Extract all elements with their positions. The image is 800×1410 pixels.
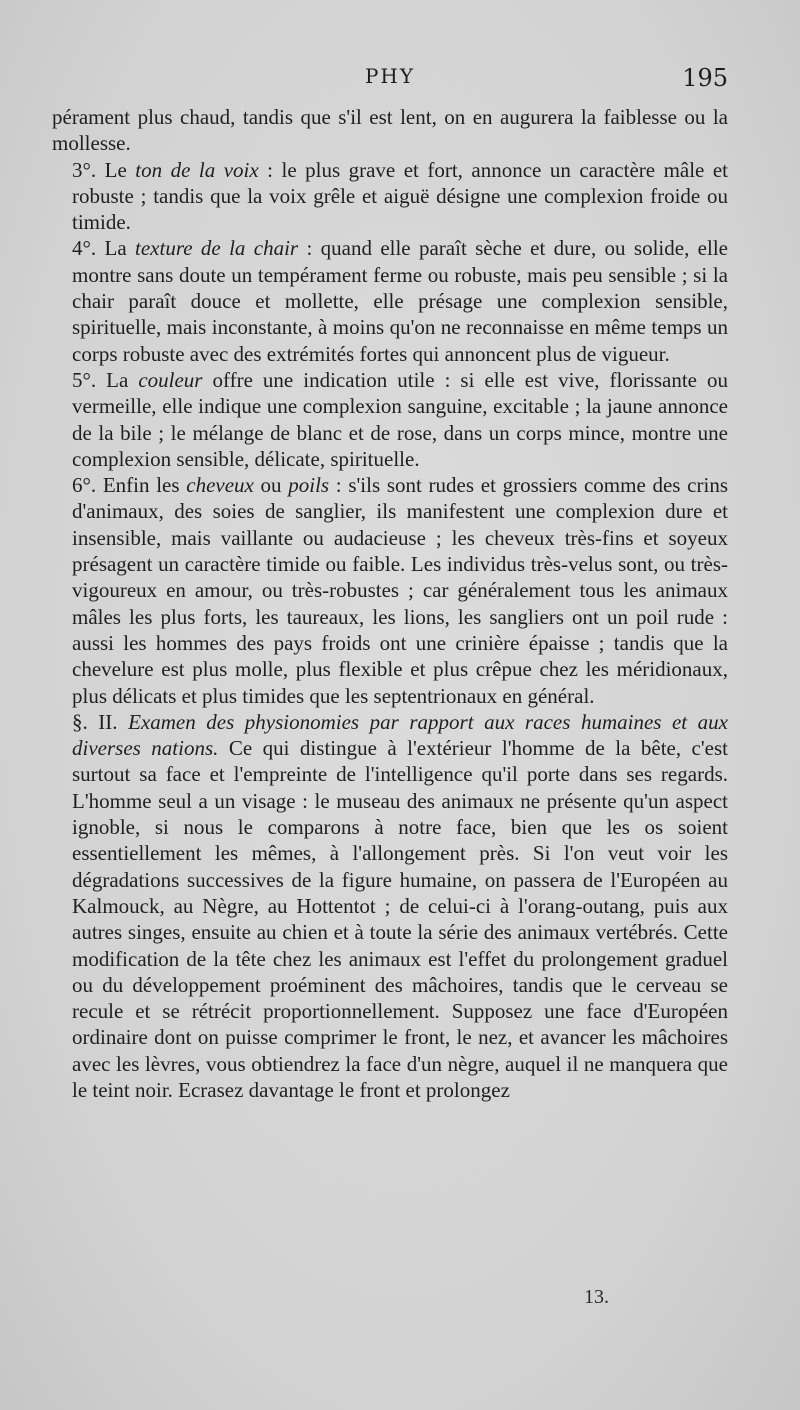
italic-run: texture de la chair — [135, 236, 299, 261]
text-run: 6°. Enfin les — [72, 473, 187, 498]
paragraph — [52, 367, 728, 472]
italic-run: poils — [288, 473, 330, 498]
page-header — [52, 62, 728, 96]
page-number: 195 — [682, 64, 728, 92]
italic-run: cheveux — [186, 473, 254, 498]
italic-run: couleur — [138, 367, 203, 392]
text-run: : quand elle paraît sèche et dure, ou solide, elle montre sans doute un tempérament ferme ou robuste, mais peu sensible ; si la chair paraît douce et mollette, elle présage une complexion sensible, spirituelle, mais inconstante, à moins qu'on ne reconnaisse en même temps un corps robuste avec des extrémités fortes qui annoncent plus de vigueur. — [72, 236, 728, 366]
running-head: PHY — [364, 64, 416, 88]
text-run: : s'ils sont rudes et grossiers comme des crins d'animaux, des soies de sanglier, ils manifestent une complexion dure et insensible, mais vaillante ou audacieuse ; les cheveux très-fins et soyeux présagent un caractère timide ou faible. Les individus très-velus sont, ou très-vigoureux en amour, ou très-robustes ; car généralement tous les animaux mâles les plus forts, les taureaux, les lions, les sangliers ont un poil rude : aussi les hommes des pays froids ont une crinière épaisse ; tandis que la chevelure est plus molle, plus flexible et plus crêpue chez les méridionaux, plus délicats et plus timides que les septentrionaux en général. — [72, 473, 728, 708]
paragraph — [52, 709, 728, 1103]
italic-run: ton de la voix — [135, 157, 259, 182]
text-run: : le plus grave et fort, annonce un caractère mâle et robuste ; tandis que la voix grêle et aiguë désigne une complexion froide ou timide. — [72, 157, 729, 235]
italic-run: Examen des physionomies par rapport aux races humaines et aux diverses nations. — [72, 709, 728, 761]
text-run: 5°. La — [72, 367, 139, 392]
text-run: 4°. La — [72, 236, 136, 261]
body-text — [52, 104, 728, 1103]
signature-mark: 13. — [584, 1286, 609, 1308]
text-run: 3°. Le — [72, 157, 136, 182]
text-run: §. II. — [72, 709, 129, 734]
text-run: ou — [253, 473, 289, 498]
paragraph — [52, 157, 728, 236]
text-run: pérament plus chaud, tandis que s'il est lent, on en augurera la faiblesse ou la mollesse. — [52, 105, 728, 156]
paragraph — [52, 104, 728, 157]
text-run: Ce qui distingue à l'extérieur l'homme de la bête, c'est surtout sa face et l'empreinte de l'intelligence qu'il porte dans ses regards. L'homme seul a un visage : le museau des animaux ne présente qu'un aspect ignoble, si nous le comparons à notre face, bien que les os soient essentiellement les mêmes, à l'allongement près. Si l'on veut voir les dégradations successives de la figure humaine, on passera de l'Européen au Kalmouck, au Nègre, au Hottentot ; de celui-ci à l'orang-outang, puis aux autres singes, ensuite au chien et à toute la série des animaux vertébrés. Cette modification de la tête chez les animaux est l'effet du prolongement graduel ou du développement proéminent des mâchoires, tandis que le cerveau se recule et se rétrécit proportionnellement. Supposez une face d'Européen ordinaire dont on puisse comprimer le front, le nez, et avancer les mâchoires avec les lèvres, vous obtiendrez la face d'un nègre, auquel il ne manquera que le teint noir. Ecrasez davantage le front et prolongez — [72, 736, 728, 1102]
text-run: offre une indication utile : si elle est vive, florissante ou vermeille, elle indique une complexion sanguine, excitable ; la jaune annonce de la bile ; le mélange de blanc et de rose, dans un corps mince, montre une complexion sensible, délicate, spirituelle. — [72, 367, 729, 471]
paragraph — [52, 472, 728, 709]
paragraph — [52, 235, 728, 366]
